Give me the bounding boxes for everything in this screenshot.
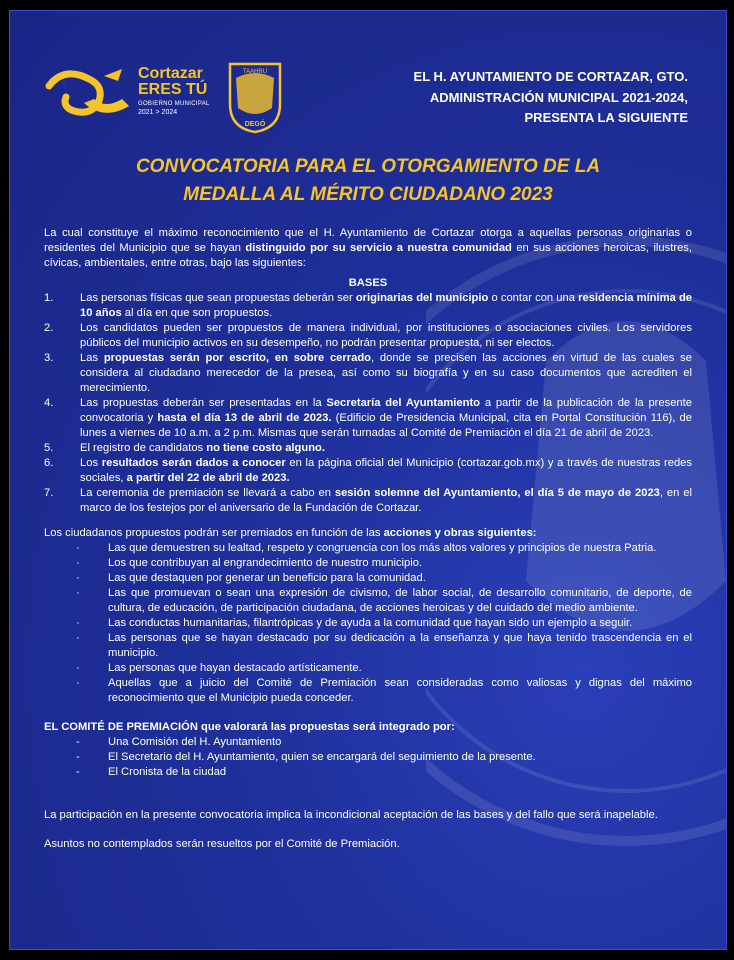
logo-line3: GOBIERNO MUNICIPAL — [138, 101, 210, 107]
intro-text-end: en sus acciones heroicas, ilustres, cívicas, ambientales, entre otras, bajo las siguientes: — [44, 242, 692, 269]
list-item: · Los que contribuyan al engrandecimiento de nuestro municipio. — [76, 557, 423, 569]
list-item: · Las conductas humanitarias, filantrópicas y de ayuda a la comunidad que hayan sido un ejemplo a seguir. — [76, 617, 633, 629]
header-line-2: ADMINISTRACIÓN MUNICIPAL 2021-2024, — [429, 89, 688, 105]
bases-heading: BASES — [348, 277, 388, 289]
list-item: - El Secretario del H. Ayuntamiento, quien se encargará del seguimiento de la presente. — [76, 751, 536, 763]
municipal-seal-icon — [226, 58, 284, 134]
item-text: Las personas físicas que sean propuestas deberán ser originarias del municipio o contar con una residencia mínima de 10 años al día en que son propuestos. — [80, 292, 692, 319]
bases-item — [44, 351, 692, 396]
header-line-1: EL H. AYUNTAMIENTO DE CORTAZAR, GTO. — [413, 69, 688, 84]
list-item: · Las que promuevan o sean una expresión de civismo, de labor social, de desarrollo comunitario, de deporte, de cultura, de educación, de participación ciudadana, de acciones heroicas y del cuidado del medio ambiente. — [76, 587, 692, 614]
list-item: · Aquellas que a juicio del Comité de Premiación sean consideradas como valiosas y dignas del máximo reconocimiento que el Municipio pueda conceder. — [76, 677, 692, 704]
item-number: 6. — [44, 457, 54, 469]
intro-bold: distinguido por su servicio a nuestra comunidad — [245, 242, 512, 254]
title-line-1: CONVOCATORIA PARA EL OTORGAMIENTO DE LA — [135, 156, 601, 177]
logo-line1: Cortazar — [138, 65, 203, 82]
cortazar-bird-logo-icon — [44, 61, 139, 131]
title-line-2: MEDALLA AL MÉRITO CIUDADANO 2023 — [183, 184, 553, 205]
bases-item — [44, 396, 692, 441]
intro-paragraph — [44, 226, 692, 271]
document-body — [44, 226, 692, 852]
list-item: - El Cronista de la ciudad — [76, 766, 227, 778]
intro-text: La cual constituye el máximo reconocimiento que el H. Ayuntamiento de Cortazar otorga a aquellas personas originarias o residentes del Municipio que se hayan — [44, 227, 692, 254]
poster — [9, 10, 727, 950]
bases-item — [44, 321, 692, 351]
bases-item — [44, 291, 692, 321]
cortazar-logo-text — [138, 66, 210, 116]
item-text: Los candidatos pueden ser propuestos de manera individual, por instituciones o asociaciones civiles. Los servidores públicos del municipio activos en su desempeño, no podrán presentar propuesta, ni ser electos. — [80, 322, 692, 349]
item-number: 3. — [44, 352, 54, 364]
seal-top-text: TAAHRU — [242, 69, 268, 75]
item-number: 2. — [44, 322, 54, 334]
list-item: · Las personas que hayan destacado artísticamente. — [76, 662, 362, 674]
item-number: 5. — [44, 442, 54, 454]
bases-item — [44, 441, 692, 456]
item-number: 7. — [44, 487, 54, 499]
item-text: Los resultados serán dados a conocer en la página oficial del Municipio (cortazar.gob.mx) y a través de nuestras redes sociales, a partir del 22 de abril de 2023. — [80, 457, 692, 484]
bases-item — [44, 456, 692, 486]
item-number: 1. — [44, 292, 54, 304]
header-right-text — [414, 67, 688, 129]
item-text: Las propuestas deberán ser presentadas en la Secretaría del Ayuntamiento a partir de la publicación de la presente convocatoria y hasta el día 13 de abril de 2023. (Edificio de Presidencia Municipal, cita en Portal Constitución 116), de lunes a viernes de 10 a.m. a 2 p.m. Mismas que serán turnadas al Comité de Premiación el día 21 de abril de 2023. — [80, 397, 692, 439]
page-title — [10, 153, 726, 209]
list-item: · Las que demuestren su lealtad, respeto y congruencia con los más altos valores y principios de nuestra Patria. — [76, 542, 657, 554]
acciones-intro: Los ciudadanos propuestos podrán ser premiados en función de las acciones y obras siguientes: — [44, 527, 537, 539]
item-text: Las propuestas serán por escrito, en sobre cerrado, donde se precisen las acciones en virtud de las cuales se considera al ciudadano merecedor de la presea, así como su biografía y en su caso documentos que acrediten el merecimiento. — [80, 352, 692, 394]
logo-line2: ERES TÚ — [138, 81, 208, 98]
comite-heading: EL COMITÉ DE PREMIACIÓN que valorará las propuestas será integrado por: — [44, 721, 455, 733]
list-item: - Una Comisión del H. Ayuntamiento — [76, 736, 282, 748]
bases-item — [44, 486, 692, 516]
closing-paragraph-1: La participación en la presente convocatoria implica la incondicional aceptación de las bases y del fallo que será inapelable. — [44, 809, 658, 821]
item-text: El registro de candidatos no tiene costo alguno. — [80, 442, 325, 454]
header-line-3: PRESENTA LA SIGUIENTE — [524, 110, 688, 125]
seal-bottom-text: DEGÓ — [244, 121, 266, 128]
closing-paragraph-2: Asuntos no contemplados serán resueltos por el Comité de Premiación. — [44, 838, 400, 850]
list-item: · Las que destaquen por generar un beneficio para la comunidad. — [76, 572, 426, 584]
item-text: La ceremonia de premiación se llevará a cabo en sesión solemne del Ayuntamiento, el día 5 de mayo de 2023, en el marco de los festejos por el aniversario de la Fundación de Cortazar. — [80, 487, 692, 514]
item-number: 4. — [44, 397, 54, 409]
header — [10, 11, 726, 146]
logo-line4: 2021 > 2024 — [138, 109, 178, 116]
list-item: · Las personas que se hayan destacado por su dedicación a la enseñanza y que haya tenido trascendencia en el municipio. — [76, 632, 692, 659]
